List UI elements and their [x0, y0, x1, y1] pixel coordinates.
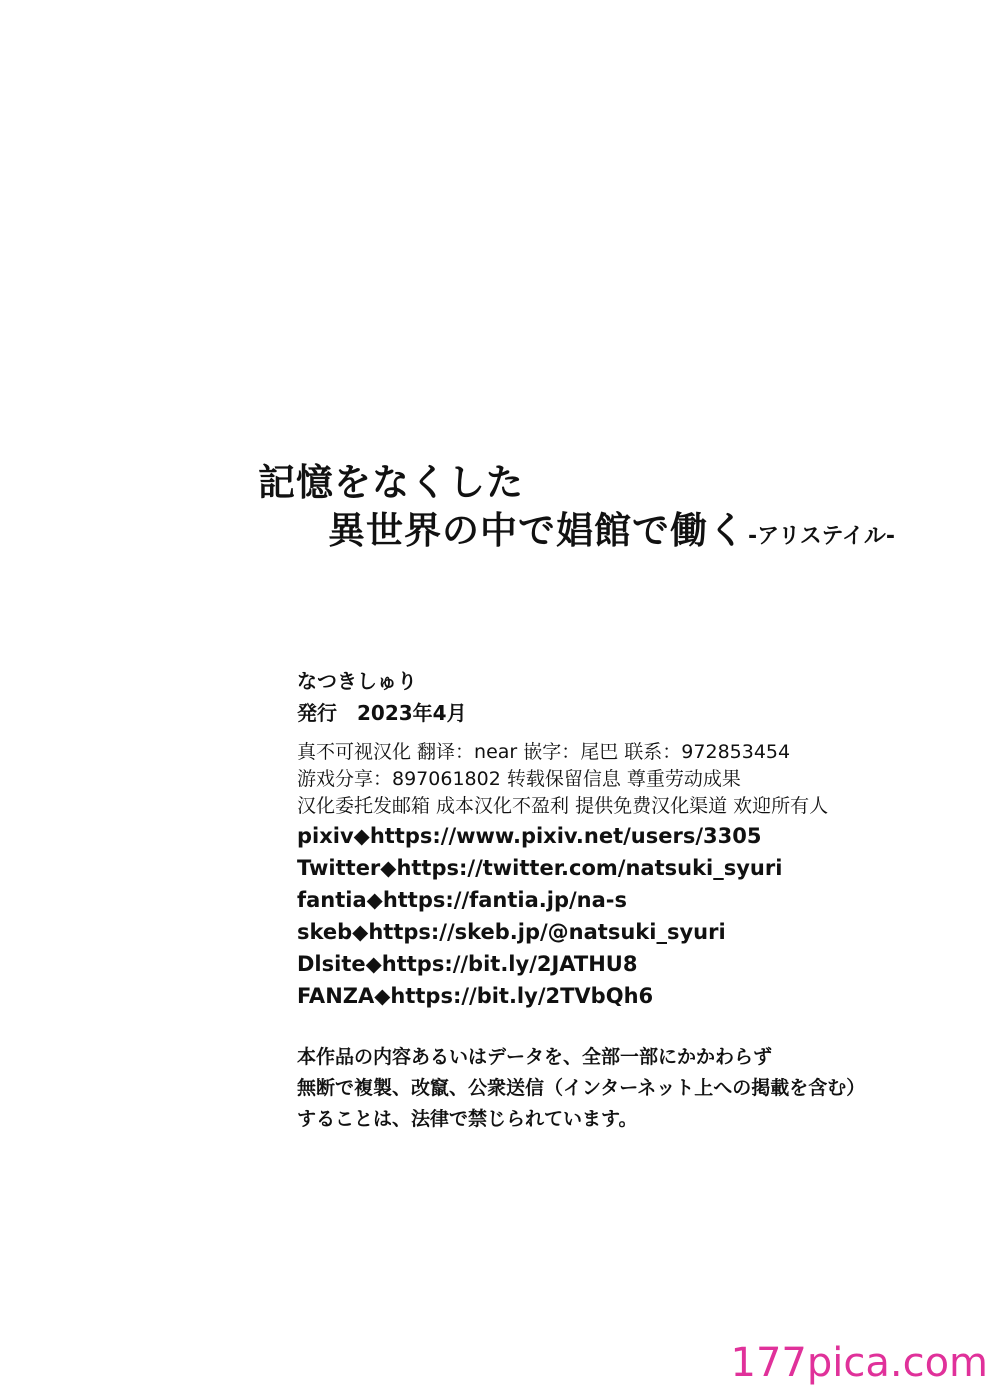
notice-line: 無断で複製、改竄、公衆送信（インターネット上への掲載を含む） [297, 1077, 866, 1099]
author-name: なつきしゅり [297, 669, 417, 693]
site-watermark: 177pica.com [730, 1340, 988, 1386]
colophon [297, 665, 917, 1135]
title-line-2 [328, 500, 895, 554]
credit-line: 真不可视汉化 翻译：near 嵌字：尾巴 联系：972853454 [297, 741, 791, 763]
copyright-notice [297, 1042, 917, 1135]
link-twitter[interactable]: Twitter◆https://twitter.com/natsuki_syuri [297, 856, 783, 880]
credit-line: 游戏分享：897061802 转载保留信息 尊重劳动成果 [297, 768, 741, 790]
link-fantia[interactable]: fantia◆https://fantia.jp/na-s [297, 888, 627, 912]
link-fanza[interactable]: FANZA◆https://bit.ly/2TVbQh6 [297, 984, 654, 1008]
credit-line: 汉化委托发邮箱 成本汉化不盈利 提供免费汉化渠道 欢迎所有人 [297, 795, 829, 817]
link-pixiv[interactable]: pixiv◆https://www.pixiv.net/users/3305 [297, 824, 762, 848]
notice-line: 本作品の内容あるいはデータを、全部一部にかかわらず [297, 1046, 773, 1068]
title-subtitle: -アリステイル- [748, 524, 895, 549]
title-line-1: 記憶をなくした [258, 461, 524, 504]
notice-line: することは、法律で禁じられています。 [297, 1108, 638, 1130]
title-main: 異世界の中で娼館で働く [328, 509, 746, 552]
publish-date: 発行 2023年4月 [297, 701, 467, 725]
translation-credits [297, 739, 917, 820]
author-links [297, 820, 917, 1012]
link-skeb[interactable]: skeb◆https://skeb.jp/@natsuki_syuri [297, 920, 726, 944]
link-dlsite[interactable]: Dlsite◆https://bit.ly/2JATHU8 [297, 952, 638, 976]
